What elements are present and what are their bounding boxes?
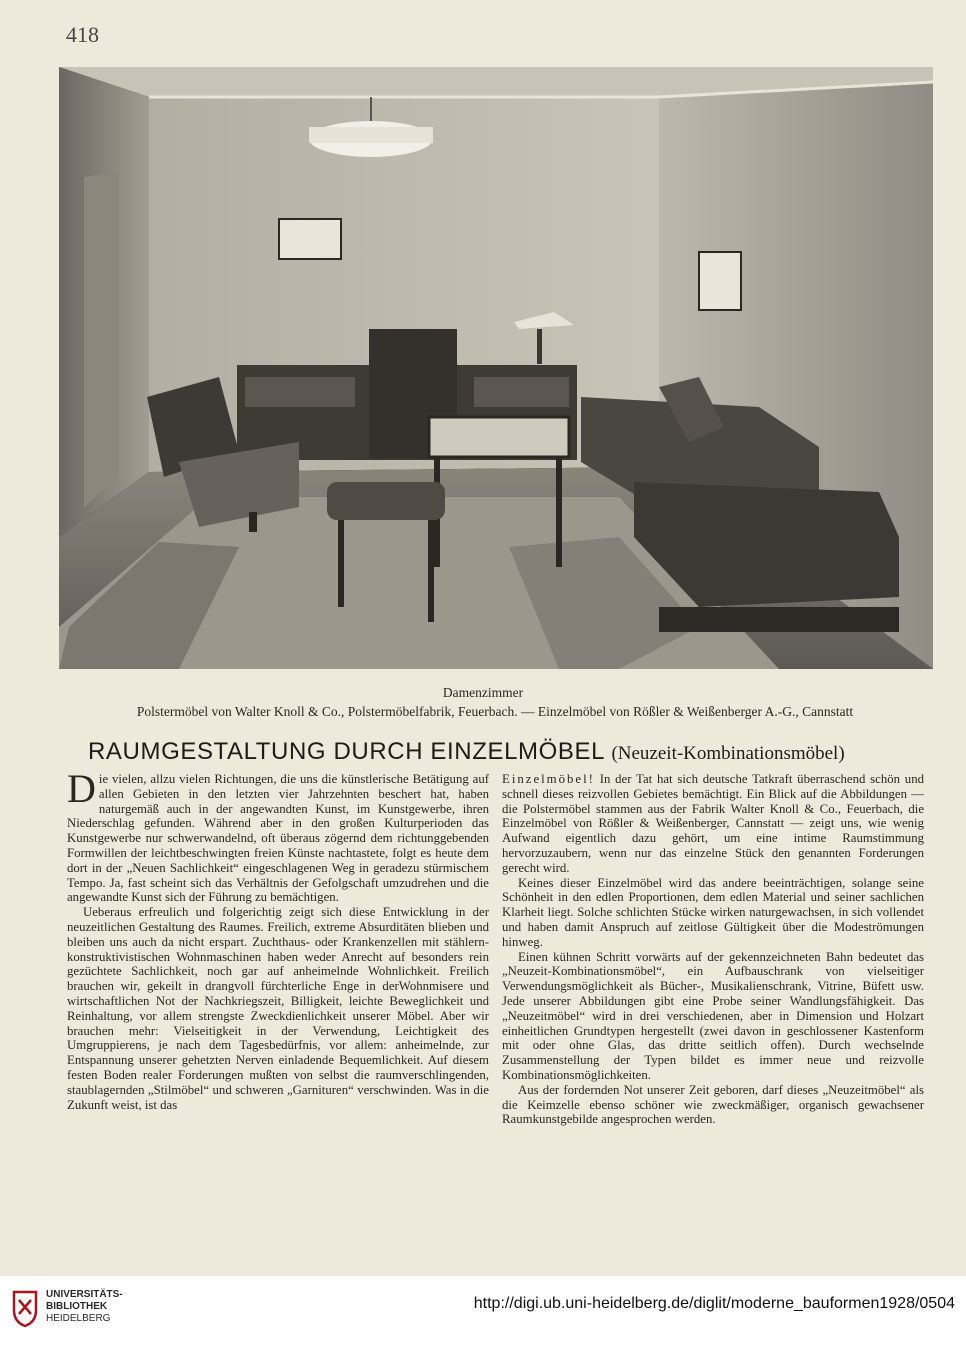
source-url-link[interactable]: http://digi.ub.uni-heidelberg.de/diglit/moderne_bauformen1928/0504 xyxy=(473,1295,955,1312)
page-number: 418 xyxy=(66,22,99,47)
library-name xyxy=(46,1289,123,1325)
body-paragraph: Einen kühnen Schritt vorwärts auf der gekennzeichneten Bahn bedeutet das „Neuzeit-Kombinationsmöbel“, ein Aufbauschrank von vielseitiger Verwendungsmöglichkeit als Bücher-, Musikalienschrank, Vitrine, Büfett usw. Jede unserer Abbildungen gibt eine Probe seiner Wandlungsfähigkeit. Das „Neuzeitmöbel“ wird in drei verschiedenen, aber in Dimension und Holzart einheitlichen Grundtypen hergestellt (zwei davon in geschlossener Kastenform mit oder ohne Glas, das dritte seitlich offen). Durch wechselnde Zusammenstellung der Typen bildet es immer neue und reizvolle Kombinationsmöglichkeiten. xyxy=(502,949,924,1082)
library-name-line: BIBLIOTHEK xyxy=(46,1301,108,1312)
library-footer-bar xyxy=(0,1276,966,1345)
interior-photograph xyxy=(59,67,933,669)
emphasized-word: Einzelmöbel! xyxy=(502,772,595,786)
article-title: RAUMGESTALTUNG DURCH EINZELMÖBEL xyxy=(88,738,605,765)
body-paragraph xyxy=(502,772,924,876)
paragraph-text: ie vielen, allzu vielen Richtungen, die uns die künstlerische Betätigung auf allen Gebieten in den letzten vier Jahrzehnten beschert hat, haben naturgemäß auch in der angewandten Kunst, im Kunstgewerbe, ihren Niederschlag gefunden. Während aber in den großen Kulturperioden das Kunstgewerbe nur schwerwandelnd, oft überaus zögernd dem richtunggebenden Formwillen der leichtbeschwingten freien Künste nachtastete, folgt es heute dem dort in der „Neuen Sachlichkeit“ eingeschlagenen Weg in geradezu stürmischem Tempo. Ja, fast scheint sich das Verhältnis der Gefolgschaft umzudrehen und die angewandte Kunst sich der Führung zu bemächtigen. xyxy=(67,772,489,905)
article-headline xyxy=(88,738,845,766)
body-paragraph: Aus der fordernden Not unserer Zeit geboren, darf dieses „Neuzeitmöbel“ als die Keimzelle ebenso schöner wie zweckmäßiger, organisch gewachsener Raumkunstgebilde angesprochen werden. xyxy=(502,1082,924,1127)
article-subtitle: (Neuzeit-Kombinationsmöbel) xyxy=(611,743,845,764)
body-paragraph: Keines dieser Einzelmöbel wird das andere beeinträchtigen, solange seine Schönheit in den edlen Proportionen, dem edlen Material und seiner sachlichen Klarheit liegt. Solche schlichten Stücke wirken naturgewachsen, in sich vollendet und haben damit Anspruch auf zeitlose Gültigkeit über die Modeströmungen hinweg. xyxy=(502,875,924,949)
figure-caption-title: Damenzimmer xyxy=(442,685,524,700)
figure-caption-credit: Polstermöbel von Walter Knoll & Co., Polstermöbelfabrik, Feuerbach. — Einzelmöbel von Rößler & Weißenberger A.-G., Cannstatt xyxy=(136,704,854,719)
body-paragraph xyxy=(67,766,489,905)
paragraph-text: In der Tat hat sich deutsche Tatkraft überraschend schön und schnell dieses reizvollen Gebietes bemächtigt. Ein Blick auf die Abbildungen — die Polstermöbel stammen aus der Fabrik Walter Knoll & Co., Feuerbach, die Einzelmöbel von Rößler & Weißenberger, Cannstatt — zeigt uns, wie wenig Aufwand eigentlich dazu gehört, um eine intime Raumstimmung hervorzuzaubern, wenn nur das einzelne Stück den genannten Forderungen gerecht wird. xyxy=(502,772,924,875)
library-name-line: UNIVERSITÄTS- xyxy=(46,1289,123,1300)
text-column-left xyxy=(67,766,489,1112)
body-paragraph: Ueberaus erfreulich und folgerichtig zeigt sich diese Entwicklung in der neuzeitlichen Gestaltung des Raumes. Freilich, extreme Absurditäten blieben und bleiben uns auch da nicht erspart. Zuchthaus- oder Krankenzellen mit stählern-konstruktivistischen Wohnmaschinen haben weder Anrecht auf besonders rein gezüchtete Sachlichkeit, noch gar auf anheimelnde Wohnlichkeit. Freilich brauchen wir, gekeilt in drangvoll fürchterliche Enge in derWohnmisere und wirtschaftlichen Not der Nachkriegszeit, Billigkeit, leichte Beweglichkeit und Reinhaltung, vor allem strengste Zweckdienlichkeit unserer Möbel. Aber wir brauchen mehr: Vielseitigkeit in der Verwendung, Leichtigkeit des Umgruppierens, je nach dem Tagesbedürfnis, vor allem: anheimelnde, zur Entspannung unserer gehetzten Nerven einladende Bequemlichkeit. Auf diesem festen Boden realer Forderungen mußten von selbst die raumverschlingenden, staublagernden „Stilmöbel“ und schweren „Garnituren“ verschwinden. Was in die Zukunft weist, ist das xyxy=(67,905,489,1112)
drop-capital: D xyxy=(67,766,96,811)
library-name-line: HEIDELBERG xyxy=(46,1313,111,1324)
damenzimmer-photo-image xyxy=(59,67,933,669)
text-column-right xyxy=(502,772,924,1127)
university-library-logo-icon xyxy=(10,1288,40,1328)
